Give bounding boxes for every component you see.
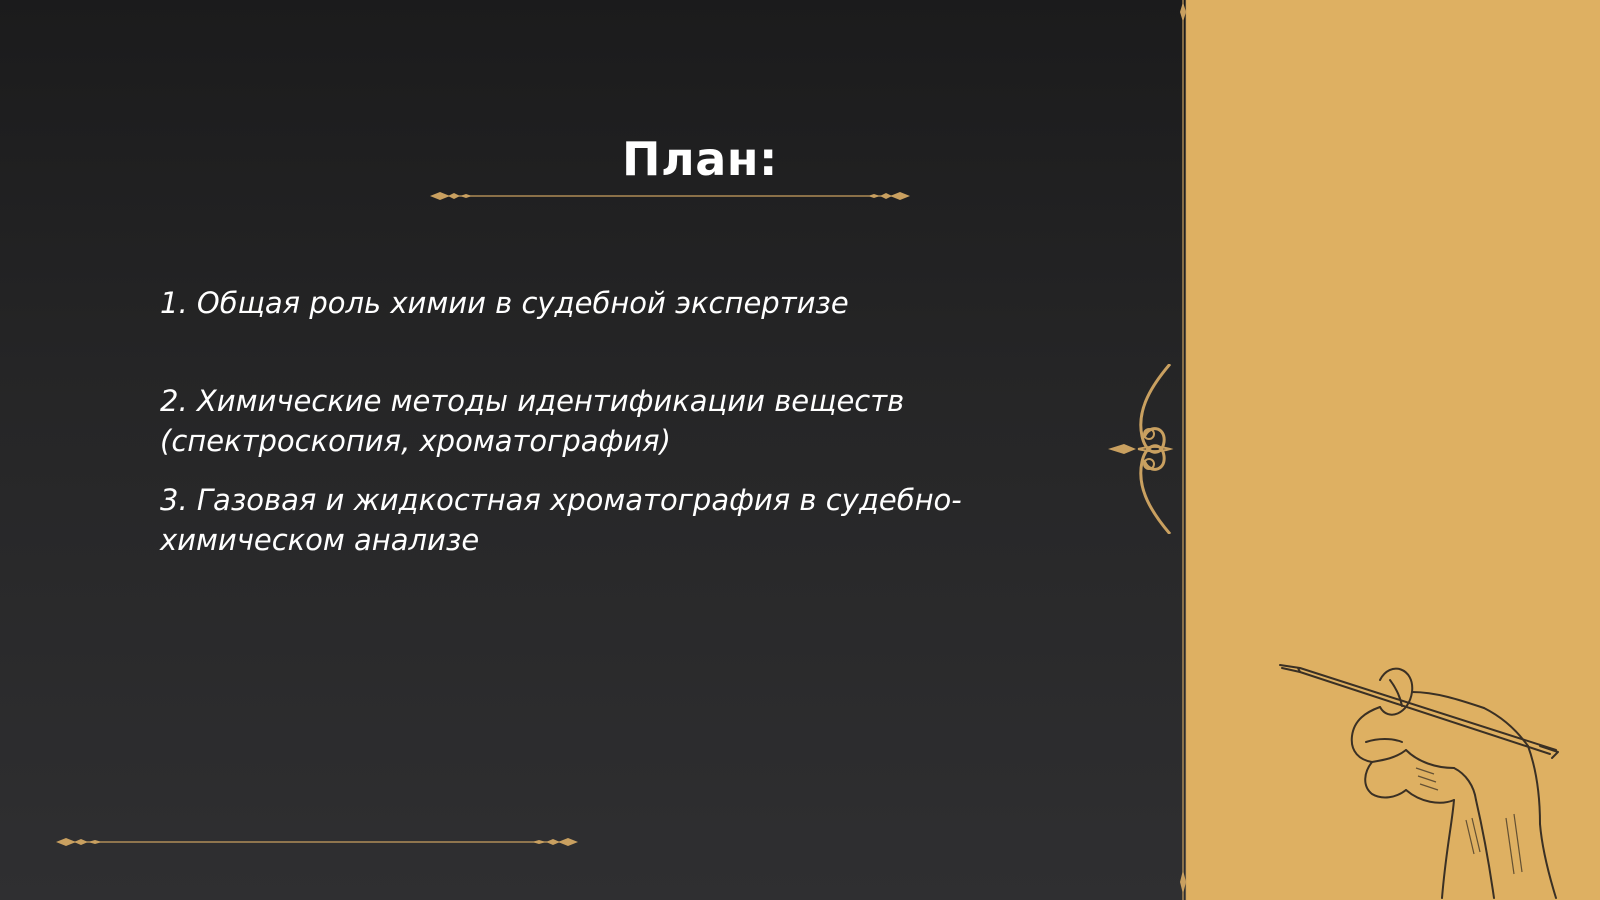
bottom-ornament-line: [56, 834, 578, 850]
plan-item-3: 3. Газовая и жидкостная хроматография в судебно-химическом анализе: [160, 483, 962, 557]
ornamental-divider: [1176, 0, 1190, 900]
plan-list: [160, 283, 1040, 560]
title-ornament-line: [430, 188, 910, 204]
plan-item-1: 1. Общая роль химии в судебной экспертизе: [160, 286, 849, 320]
slide-title: План:: [622, 132, 778, 186]
scroll-ornament-icon: [1108, 364, 1178, 534]
plan-item-2: 2. Химические методы идентификации веществ (спектроскопия, хроматография): [160, 384, 905, 458]
hand-holding-pencil-icon: [1270, 650, 1590, 900]
